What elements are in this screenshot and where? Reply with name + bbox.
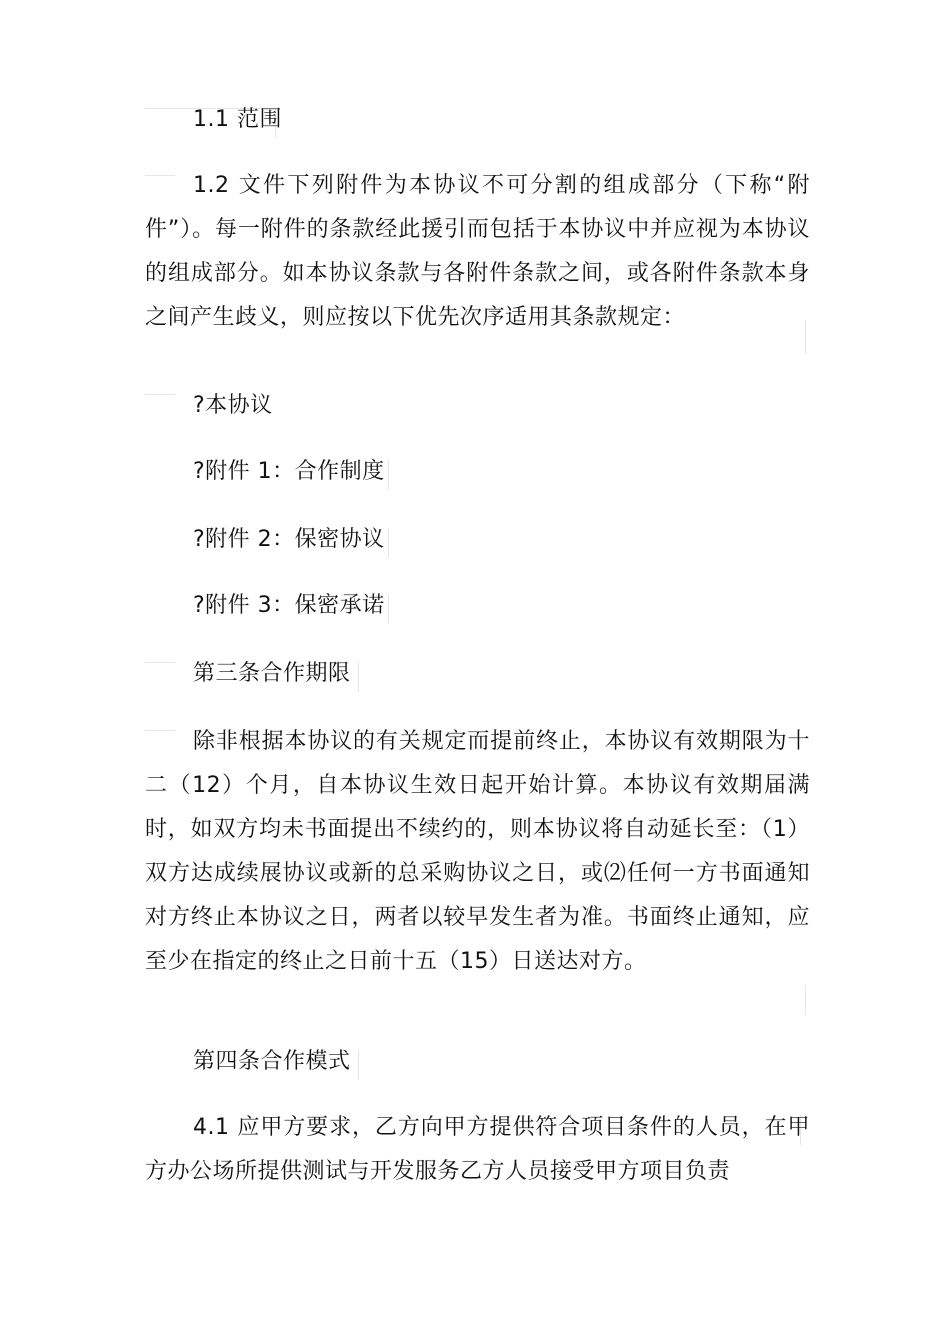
paragraph-1-2: 1.2 文件下列附件为本协议不可分割的组成部分（下称“附件”）。每一附件的条款经此援引而包括于本协议中并应视为本协议的组成部分。如本协议条款与各附件条款之间，或各附件条款本身之间产生歧义，则应按以下优先次序适用其条款规定：: [145, 173, 810, 330]
list-item-annex-2: ?附件 2：保密协议: [193, 527, 385, 552]
paragraph-4-1: 4.1 应甲方要求，乙方向甲方提供符合项目条件的人员，在甲方办公场所提供测试与开发服务乙方人员接受甲方项目负责: [145, 1115, 810, 1184]
paragraph-mark: [805, 985, 806, 1015]
list-item-annex-1: ?附件 1：合作制度: [193, 459, 385, 484]
list-item-annex-3: ?附件 3：保密承诺: [193, 593, 385, 618]
article-3-heading: 第三条合作期限: [193, 661, 351, 686]
article-4-heading: 第四条合作模式: [193, 1049, 351, 1074]
section-heading-1-1: 1.1 范围: [193, 107, 282, 132]
list-item-agreement: ?本协议: [193, 393, 273, 418]
article-3-body: 除非根据本协议的有关规定而提前终止，本协议有效期限为十二（12）个月，自本协议生效日起开始计算。本协议有效期届满时，如双方均未书面提出不续约的，则本协议将自动延长至：（1）双方达成续展协议或新的总采购协议之日，或⑵任何一方书面通知对方终止本协议之日，两者以较早发生者为准。书面终止通知，应至少在指定的终止之日前十五（15）日送达对方。: [145, 729, 810, 974]
